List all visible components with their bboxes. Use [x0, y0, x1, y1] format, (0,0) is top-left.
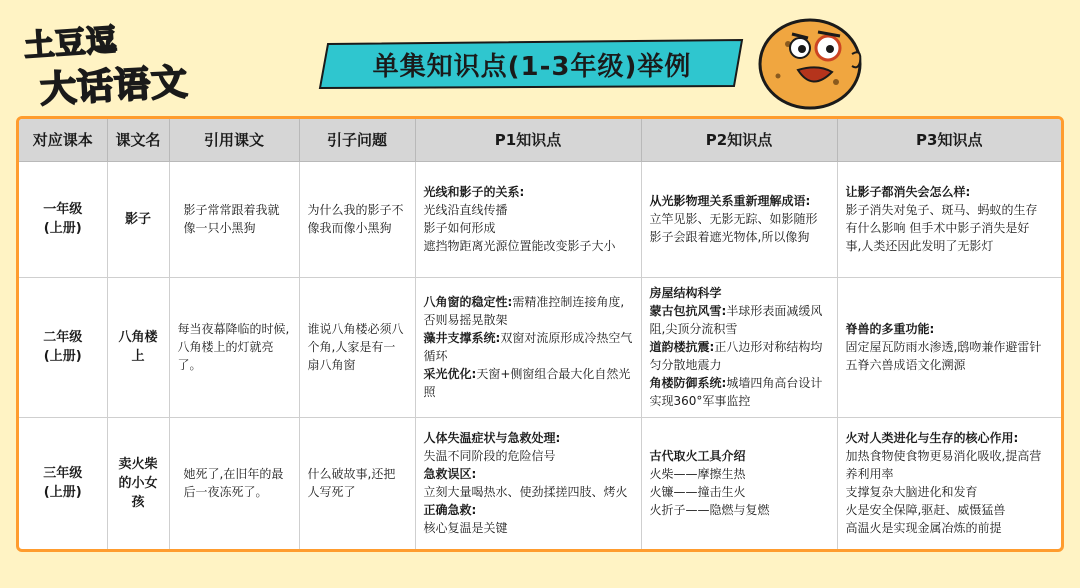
point-heading: 火对人类进化与生存的核心作用:: [845, 431, 1019, 446]
point-heading: 光线和影子的关系:: [423, 185, 525, 199]
p1-points: [415, 417, 641, 549]
point-line: [424, 429, 633, 447]
point-text: 光线沿直线传播: [423, 203, 508, 217]
point-line: [846, 447, 1054, 483]
point-heading: 角楼防御系统:: [649, 376, 727, 390]
point-text: 影子会跟着遮光物体,所以像狗: [649, 230, 810, 244]
point-text: 城墙四角高台设计实现360°军事监控: [649, 376, 823, 408]
point-line: [424, 501, 633, 519]
point-heading: 道韵楼抗震:: [649, 340, 715, 354]
p3-points: [837, 417, 1061, 549]
point-text: 高温火是实现金属冶炼的前提: [845, 521, 1002, 536]
p3-points: [837, 161, 1061, 277]
table-row: [19, 161, 1061, 277]
point-heading: 房屋结构科学: [649, 286, 722, 300]
point-text: 天窗+侧窗组合最大化自然光照: [423, 367, 631, 399]
point-line: [846, 237, 1054, 255]
point-line: [650, 447, 829, 465]
point-line: [424, 201, 633, 219]
point-text: 火是安全保障,驱赶、威慑猛兽: [845, 503, 1006, 518]
point-text: 固定屋瓦防雨水渗透,鸱吻兼作避雷针: [845, 340, 1042, 354]
point-line: [650, 483, 829, 501]
point-line: [424, 183, 633, 201]
question-text: 为什么我的影子不像我而像小黑狗: [299, 161, 415, 277]
header-lesson: 课文名: [107, 119, 169, 161]
point-heading: 从光影物理关系重新理解成语:: [649, 194, 811, 208]
point-line: [650, 501, 829, 519]
point-heading: 八角窗的稳定性:: [423, 295, 513, 309]
grade-volume: (上册): [43, 221, 82, 236]
lesson-name: 八角楼上: [107, 277, 169, 417]
p1-points: [415, 161, 641, 277]
grade-cell: [19, 417, 107, 549]
point-heading: 让影子都消失会怎么样:: [845, 185, 971, 199]
header-p3: P3知识点: [837, 119, 1061, 161]
point-text: 有什么影响 但手术中影子消失是好: [845, 221, 1030, 235]
point-text: 遮挡物距离光源位置能改变影子大小: [423, 239, 616, 253]
point-line: [424, 483, 633, 501]
table-header-row: [19, 119, 1061, 161]
point-line: [424, 465, 633, 483]
potato-mascot-icon: [748, 4, 872, 114]
point-line: [650, 228, 829, 246]
header-p1: P1知识点: [415, 119, 641, 161]
point-line: [846, 429, 1054, 447]
header-question: 引子问题: [299, 119, 415, 161]
point-line: [650, 465, 829, 483]
grade: 一年级: [43, 202, 83, 217]
point-text: 五脊六兽成语文化溯源: [845, 358, 966, 372]
point-text: 半球形表面减缓风阻,尖顶分流积雪: [649, 304, 823, 336]
point-line: [424, 219, 633, 237]
question-text: 谁说八角楼必须八个角,人家是有一扇八角窗: [299, 277, 415, 417]
logo: [18, 18, 188, 110]
point-line: [846, 183, 1054, 201]
grade-cell: [19, 161, 107, 277]
point-text: 火镰——撞击生火: [649, 485, 746, 500]
grade: 三年级: [43, 466, 83, 482]
point-line: [424, 329, 633, 365]
quote-text: 她死了,在旧年的最后一夜冻死了。: [169, 417, 299, 549]
point-line: [650, 284, 829, 302]
point-text: 立刻大量喝热水、使劲揉搓四肢、烤火: [423, 485, 628, 500]
grade-volume: (上册): [43, 349, 82, 364]
point-heading: 脊兽的多重功能:: [845, 322, 935, 336]
point-text: 影子消失对兔子、斑马、蚂蚁的生存: [845, 203, 1038, 217]
point-line: [650, 210, 829, 228]
table-row: [19, 277, 1061, 417]
header-textbook: 对应课本: [19, 119, 107, 161]
point-line: [424, 447, 633, 465]
point-line: [424, 365, 633, 401]
page-title: 单集知识点(1-3年级)举例: [372, 51, 692, 82]
quote-text: 影子常常跟着我就像一只小黑狗: [169, 161, 299, 277]
point-text: 失温不同阶段的危险信号: [423, 449, 556, 464]
point-line: [424, 293, 633, 329]
title-banner: [318, 38, 746, 90]
header-quote: 引用课文: [169, 119, 299, 161]
point-heading: 蒙古包抗风雪:: [649, 304, 727, 318]
point-heading: 采光优化:: [423, 367, 477, 381]
p2-points: [641, 417, 837, 549]
p1-points: [415, 277, 641, 417]
point-line: [846, 483, 1054, 501]
point-text: 正八边形对称结构均匀分散地震力: [649, 340, 823, 372]
point-line: [846, 320, 1054, 338]
point-text: 双窗对流原形成冷热空气循环: [423, 331, 633, 363]
point-heading: 古代取火工具介绍: [649, 449, 746, 464]
point-line: [650, 338, 829, 374]
point-line: [846, 219, 1054, 237]
point-text: 需精准控制连接角度,否则易摇晃散架: [423, 295, 625, 327]
grade: 二年级: [43, 330, 83, 345]
point-line: [424, 237, 633, 255]
point-text: 核心复温是关键: [423, 521, 508, 536]
point-text: 支撑复杂大脑进化和发育: [845, 485, 978, 500]
point-text: 影子如何形成: [423, 221, 496, 235]
point-heading: 正确急救:: [423, 503, 477, 518]
quote-text: 每当夜幕降临的时候,八角楼上的灯就亮了。: [169, 277, 299, 417]
point-heading: 急救误区:: [423, 467, 477, 482]
point-line: [846, 338, 1054, 356]
point-text: 火折子——隐燃与复燃: [649, 503, 770, 518]
knowledge-table: [16, 116, 1064, 552]
point-heading: 人体失温症状与急救处理:: [423, 431, 561, 446]
table-row: [19, 417, 1061, 549]
lesson-name: 影子: [107, 161, 169, 277]
point-text: 事,人类还因此发明了无影灯: [845, 239, 994, 253]
logo-line-2: 大话语文: [39, 62, 190, 111]
point-line: [846, 519, 1054, 537]
point-heading: 藻井支撑系统:: [423, 331, 501, 345]
p2-points: [641, 161, 837, 277]
point-line: [650, 192, 829, 210]
p2-points: [641, 277, 837, 417]
point-text: 火柴——摩擦生热: [649, 467, 746, 482]
point-text: 加热食物使食物更易消化吸收,提高营养利用率: [845, 449, 1042, 482]
point-line: [650, 374, 829, 410]
point-line: [846, 356, 1054, 374]
point-line: [846, 501, 1054, 519]
lesson-name: 卖火柴的小女孩: [107, 417, 169, 549]
p3-points: [837, 277, 1061, 417]
grade-volume: (上册): [43, 485, 82, 501]
point-line: [650, 302, 829, 338]
point-text: 立竿见影、无影无踪、如影随形: [649, 212, 818, 226]
question-text: 什么破故事,还把人写死了: [299, 417, 415, 549]
point-line: [846, 201, 1054, 219]
header-p2: P2知识点: [641, 119, 837, 161]
grade-cell: [19, 277, 107, 417]
point-line: [424, 519, 633, 537]
logo-line-1: 土豆逗: [23, 22, 119, 65]
